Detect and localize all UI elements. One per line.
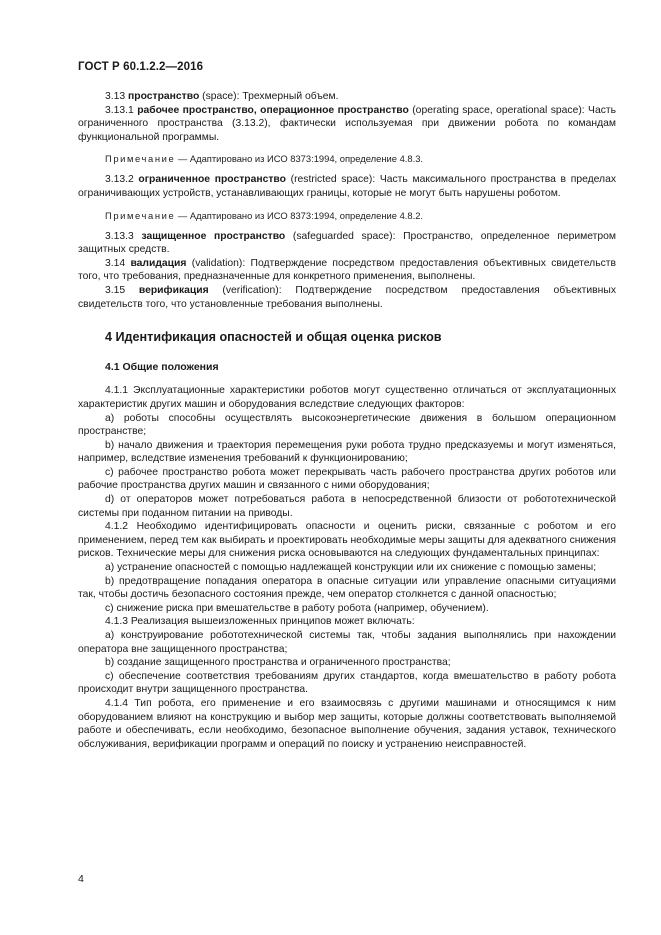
list-item: c) рабочее пространство робота может перекрывать часть рабочего пространства других роботов или рабочие пространства других машин и связанного с ними оборудования; (78, 466, 616, 492)
note-text: — Адаптировано из ИСО 8373:1994, определение 4.8.2. (175, 209, 424, 221)
term: рабочее пространство, операционное пространство (137, 104, 409, 116)
clause-number: 3.15 (105, 284, 139, 296)
definition-3-13 (78, 90, 616, 104)
term: защищенное пространство (141, 230, 286, 242)
document-code-header: ГОСТ Р 60.1.2.2—2016 (78, 61, 204, 73)
section-4-1-heading: 4.1 Общие положения (105, 360, 219, 373)
definition-text: (validation): Подтверждение посредством предоставления объективных свидетельств того, что требования, предназначенные для конкретного применения, выполнены. (78, 257, 616, 283)
list-item: c) снижение риска при вмешательстве в работу робота (например, обучением). (105, 602, 489, 614)
definition-text: (verification): Подтверждение посредством предоставления объективных свидетельств того, что установленные требования выполнены. (78, 284, 616, 310)
note-1 (78, 152, 616, 165)
page-number: 4 (78, 873, 84, 885)
list-item: b) предотвращение попадания оператора в опасные ситуации или управление опасными ситуациями так, чтобы достичь безопасного состояния прежде, чем оператор столкнется с данной опасностью; (78, 575, 616, 601)
list-item: a) устранение опасностей с помощью надлежащей конструкции или их снижение с помощью замены; (105, 562, 597, 574)
page-content (78, 90, 616, 751)
note-label: Примечание (105, 153, 176, 165)
term: ограниченное пространство (138, 174, 286, 186)
definition-text: (operating space, operational space): Часть ограниченного пространства (3.13.2), фактически используемая при движении робота по командам функциональной программы. (78, 104, 616, 143)
list-item: d) от операторов может потребоваться работа в непосредственной близости от робототехнической системы при поданном питании на приводы. (78, 494, 616, 519)
clause-number: 3.13.2 (105, 174, 139, 186)
definition-3-15 (78, 284, 616, 311)
definition-3-13-2 (78, 173, 616, 200)
list-item: c) обеспечение соответствия требованиям других стандартов, когда вмешательство в работу робота происходит внутри защищенного пространства. (78, 670, 616, 696)
list-item: b) создание защищенного пространства и ограниченного пространства; (105, 657, 451, 669)
definition-3-13-3 (78, 230, 616, 257)
clause-number: 3.13 (105, 91, 129, 102)
definition-text: (restricted space): Часть максимального пространства в пределах ограничивающих устройств, устанавливающих границы, которые не могут быть нарушены роботом. (78, 174, 616, 199)
paragraph: 4.1.3 Реализация вышеизложенных принципов может включать: (105, 616, 415, 628)
term: валидация (130, 257, 187, 269)
clause-number: 3.13.1 (105, 104, 138, 116)
clause-number: 3.14 (105, 257, 131, 269)
definition-3-14 (78, 257, 616, 284)
note-label: Примечание (105, 209, 176, 221)
paragraph: 4.1.1 Эксплуатационные характеристики роботов могут существенно отличаться от эксплуатационных характеристик других машин и оборудования вследствие следующих факторов: (78, 385, 616, 410)
definition-text: (safeguarded space): Пространство, определенное периметром защитных средств. (78, 230, 616, 256)
note-2 (78, 209, 616, 222)
note-text: — Адаптировано из ИСО 8373:1994, определение 4.8.3. (175, 153, 424, 165)
list-item: a) конструирование робототехнической системы так, чтобы задания выполнялись при нахождении оператора вне защищенного пространства; (78, 630, 616, 655)
paragraph: 4.1.4 Тип робота, его применение и его взаимосвязь с другими машинами и относящимся к ним оборудованием влияют на конструкцию и выбор мер защиты, которые должны соответствовать выполняемой работе и обеспечивать, если необходимо, безопасное выполнение обучения, задания уставок, технического обслуживания, верификации программ и операций по поиску и устранению неисправностей. (78, 697, 616, 750)
definition-3-13-1 (78, 104, 616, 145)
term: верификация (138, 284, 209, 296)
definition-text: (space): Трехмерный объем. (199, 91, 339, 102)
term: пространство (128, 91, 200, 102)
list-item: a) роботы способны осуществлять высокоэнергетические движения в большом операционном пространстве; (78, 412, 616, 438)
section-4-heading: 4 Идентификация опасностей и общая оценка рисков (105, 330, 442, 345)
clause-number: 3.13.3 (105, 230, 142, 242)
paragraph: 4.1.2 Необходимо идентифицировать опасности и оценить риски, связанные с роботом и его применением, перед тем как выбирать и проектировать необходимые меры защиты для адекватного снижения рисков. Технические меры для снижения риска основываются на следующих фундаментальных принципах: (78, 521, 616, 560)
list-item: b) начало движения и траектория перемещения руки робота трудно предсказуемы и могут изменяться, например, вследствие изменения требований к функционированию; (78, 439, 616, 465)
